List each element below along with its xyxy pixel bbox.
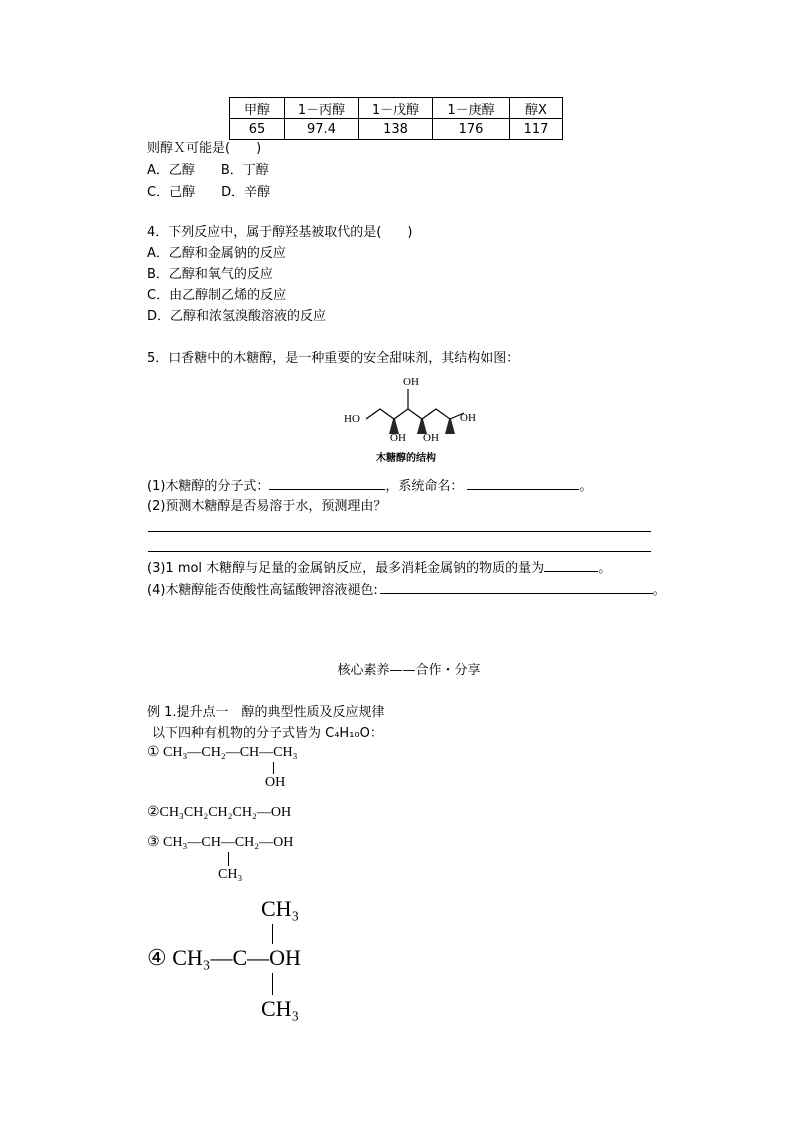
answer-blank[interactable] xyxy=(544,558,598,572)
table-cell: 65 xyxy=(230,119,285,140)
q5-stem: 5．口香糖中的木糖醇，是一种重要的安全甜味剂，其结构如图： xyxy=(147,351,520,366)
answer-blank[interactable] xyxy=(467,476,579,490)
table-header-row xyxy=(230,98,563,119)
compound-1-substituent: OH xyxy=(265,775,286,790)
compound-4-formula: ④ CH₃—C—OH xyxy=(147,945,301,970)
q4-option-a: A．乙醇和金属钠的反应 xyxy=(147,246,286,261)
compound-3-formula: ③ CH₃—CH—CH₂—OH xyxy=(147,835,294,850)
q5-part4-label: (4)木糖醇能否使酸性高锰酸钾溶液褪色: xyxy=(147,583,378,598)
q5-part3 xyxy=(147,558,611,578)
example-intro: 以下四种有机物的分子式皆为 C₄H₁₀O： xyxy=(152,726,383,741)
q5-part4 xyxy=(147,580,666,600)
q5-part3-label: (3)1 mol 木糖醇与足量的金属钠反应，最多消耗金属钠的物质的量为 xyxy=(147,561,545,576)
table-header-cell: 1－丙醇 xyxy=(285,98,359,119)
q4-option-b: B．乙醇和氧气的反应 xyxy=(147,267,273,282)
oh-bottom-label: OH xyxy=(423,432,439,444)
bond-line xyxy=(273,762,274,774)
q5-part1-end: 。 xyxy=(579,479,593,494)
q3-options-cd: C．己醇 D．辛醇 xyxy=(147,185,271,200)
compound-3-substituent: CH₃ xyxy=(218,867,243,882)
section-title: 核心素养——合作・分享 xyxy=(337,663,481,678)
ho-left-label: HO xyxy=(344,413,360,425)
table-cell: 117 xyxy=(510,119,563,140)
table-cell: 176 xyxy=(433,119,510,140)
q5-part1 xyxy=(147,476,592,496)
q3-stem: 则醇Ｘ可能是( ) xyxy=(147,141,262,156)
table-cell: 97.4 xyxy=(285,119,359,140)
compound-4-bottom-group: CH₃ xyxy=(261,996,300,1021)
compound-1-formula: ① CH₃—CH₂—CH—CH₃ xyxy=(147,745,298,760)
table-header-cell: 醇Ⅹ xyxy=(510,98,563,119)
compound-2-formula: ②CH₃CH₂CH₂CH₂—OH xyxy=(147,805,292,820)
oh-top-label: OH xyxy=(403,376,419,388)
q4-option-c: C．由乙醇制乙烯的反应 xyxy=(147,288,287,303)
boiling-point-table xyxy=(229,97,563,140)
q5-part3-end: 。 xyxy=(598,561,612,576)
compound-4-top-group: CH₃ xyxy=(261,896,300,921)
answer-line[interactable] xyxy=(148,531,651,532)
example-title: 例 1.提升点一 醇的典型性质及反应规律 xyxy=(147,705,385,720)
q3-options-ab: A．乙醇 B．丁醇 xyxy=(147,163,269,178)
answer-line[interactable] xyxy=(148,551,651,552)
q5-part2: (2)预测木糖醇是否易溶于水，预测理由？ xyxy=(147,499,387,514)
bond-line xyxy=(228,852,229,866)
q4-option-d: D．乙醇和浓氢溴酸溶液的反应 xyxy=(147,309,327,324)
table-header-cell: 1－庚醇 xyxy=(433,98,510,119)
oh-bottom-label: OH xyxy=(390,432,406,444)
q5-part1-label: (1)木糖醇的分子式： xyxy=(147,479,270,494)
q5-part1-label-b: ，系统命名： xyxy=(385,479,464,494)
structure-caption: 木糖醇的结构 xyxy=(376,453,436,464)
bond-line xyxy=(272,924,273,944)
table-cell: 138 xyxy=(359,119,433,140)
oh-right-label: OH xyxy=(460,412,476,424)
xylitol-structure xyxy=(340,372,490,467)
table-row xyxy=(230,119,563,140)
bond-line xyxy=(272,973,273,995)
table-header-cell: 甲醇 xyxy=(230,98,285,119)
answer-blank[interactable] xyxy=(269,476,385,490)
table-header-cell: 1－戊醇 xyxy=(359,98,433,119)
q4-stem: 4．下列反应中，属于醇羟基被取代的是( ) xyxy=(147,225,413,240)
q5-part4-end: 。 xyxy=(652,583,666,598)
answer-blank[interactable] xyxy=(380,580,653,594)
